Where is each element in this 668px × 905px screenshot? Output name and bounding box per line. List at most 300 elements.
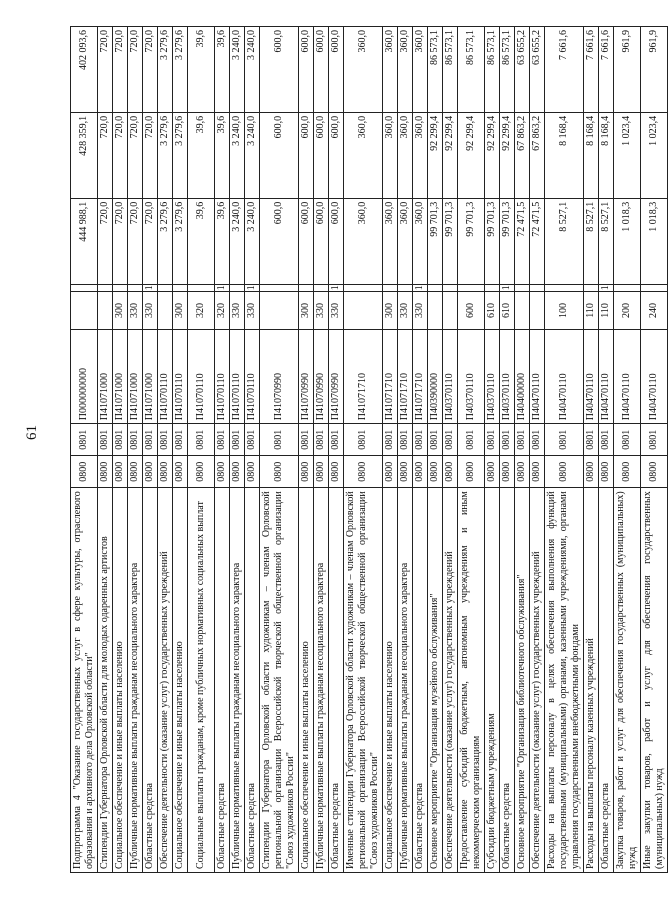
row-funding-mark — [584, 284, 599, 291]
row-expense-type — [98, 291, 113, 329]
row-description: Социальные выплаты гражданам, кроме публичных нормативных социальных выплат — [188, 488, 215, 873]
table-row — [500, 27, 515, 873]
row-target-article: П41071710 — [344, 330, 383, 424]
row-amount-year-2: 39,6 — [188, 112, 215, 198]
row-section-code: 0800 — [128, 456, 143, 488]
row-target-article: П41070110 — [188, 330, 215, 424]
row-target-article: П40470110 — [545, 330, 584, 424]
row-subsection-code: 0801 — [314, 424, 329, 456]
row-funding-mark — [260, 284, 299, 291]
row-funding-mark — [98, 284, 113, 291]
row-description: Областные средства — [143, 488, 158, 873]
row-description: Основное мероприятие "Организация библиотечного обслуживания" — [515, 488, 530, 873]
row-expense-type: 330 — [413, 291, 428, 329]
row-amount-year-1: 600,0 — [329, 198, 344, 284]
row-funding-mark: 1 — [500, 284, 515, 291]
row-subsection-code: 0801 — [230, 424, 245, 456]
row-section-code: 0800 — [215, 456, 230, 488]
row-funding-mark: 1 — [245, 284, 260, 291]
row-funding-mark — [641, 284, 668, 291]
table-row — [344, 27, 383, 873]
row-subsection-code: 0801 — [599, 424, 614, 456]
row-amount-year-3: 360,0 — [383, 27, 398, 113]
row-subsection-code: 0801 — [398, 424, 413, 456]
row-amount-year-3: 600,0 — [314, 27, 329, 113]
row-expense-type: 320 — [215, 291, 230, 329]
row-target-article: П41070110 — [215, 330, 230, 424]
row-section-code: 0800 — [458, 456, 485, 488]
row-amount-year-1: 600,0 — [260, 198, 299, 284]
row-amount-year-2: 720,0 — [98, 112, 113, 198]
row-amount-year-1: 3 279,6 — [173, 198, 188, 284]
row-amount-year-2: 67 863,2 — [530, 112, 545, 198]
row-amount-year-1: 1 018,3 — [641, 198, 668, 284]
row-expense-type — [443, 291, 458, 329]
row-amount-year-1: 3 240,0 — [230, 198, 245, 284]
row-funding-mark — [398, 284, 413, 291]
row-amount-year-2: 92 299,4 — [443, 112, 458, 198]
row-subsection-code: 0801 — [584, 424, 599, 456]
row-section-code: 0800 — [614, 456, 641, 488]
row-description: Областные средства — [500, 488, 515, 873]
row-funding-mark: 1 — [413, 284, 428, 291]
row-expense-type — [344, 291, 383, 329]
row-expense-type: 110 — [599, 291, 614, 329]
row-subsection-code: 0801 — [299, 424, 314, 456]
table-row — [143, 27, 158, 873]
row-section-code: 0800 — [113, 456, 128, 488]
row-amount-year-1: 99 701,3 — [443, 198, 458, 284]
row-expense-type: 300 — [383, 291, 398, 329]
row-expense-type: 300 — [299, 291, 314, 329]
row-amount-year-3: 7 661,6 — [599, 27, 614, 113]
row-target-article: П40470110 — [599, 330, 614, 424]
row-subsection-code: 0801 — [329, 424, 344, 456]
row-funding-mark — [485, 284, 500, 291]
row-description: Социальное обеспечение и иные выплаты населению — [383, 488, 398, 873]
table-row — [98, 27, 113, 873]
row-section-code: 0800 — [641, 456, 668, 488]
row-amount-year-2: 3 279,6 — [173, 112, 188, 198]
row-expense-type: 300 — [113, 291, 128, 329]
row-amount-year-3: 63 655,2 — [530, 27, 545, 113]
row-expense-type — [71, 291, 98, 329]
row-amount-year-2: 3 279,6 — [158, 112, 173, 198]
table-row — [485, 27, 500, 873]
row-subsection-code: 0801 — [173, 424, 188, 456]
row-description: Областные средства — [245, 488, 260, 873]
row-amount-year-1: 720,0 — [98, 198, 113, 284]
row-description: Закупка товаров, работ и услуг для обеспечения государственных (муниципальных) нужд — [614, 488, 641, 873]
row-amount-year-3: 86 573,1 — [500, 27, 515, 113]
row-subsection-code: 0801 — [413, 424, 428, 456]
table-row — [443, 27, 458, 873]
row-expense-type: 320 — [188, 291, 215, 329]
row-section-code: 0800 — [314, 456, 329, 488]
row-amount-year-2: 428 359,1 — [71, 112, 98, 198]
row-description: Социальное обеспечение и иные выплаты населению — [113, 488, 128, 873]
row-description: Обеспечение деятельности (оказание услуг) государственных учреждений — [158, 488, 173, 873]
row-target-article: П41070990 — [299, 330, 314, 424]
row-amount-year-1: 99 701,3 — [428, 198, 443, 284]
row-funding-mark — [173, 284, 188, 291]
row-expense-type: 600 — [458, 291, 485, 329]
table-row — [245, 27, 260, 873]
row-amount-year-3: 720,0 — [128, 27, 143, 113]
row-amount-year-1: 3 279,6 — [158, 198, 173, 284]
row-target-article: П40390000 — [428, 330, 443, 424]
table-row — [128, 27, 143, 873]
row-description: Областные средства — [329, 488, 344, 873]
row-amount-year-2: 600,0 — [299, 112, 314, 198]
row-subsection-code: 0801 — [500, 424, 515, 456]
row-amount-year-1: 1 018,3 — [614, 198, 641, 284]
row-target-article: П41071000 — [128, 330, 143, 424]
row-funding-mark: 1 — [215, 284, 230, 291]
row-expense-type — [515, 291, 530, 329]
row-funding-mark — [428, 284, 443, 291]
row-subsection-code: 0801 — [641, 424, 668, 456]
row-amount-year-3: 360,0 — [398, 27, 413, 113]
row-amount-year-2: 600,0 — [260, 112, 299, 198]
row-description: Областные средства — [413, 488, 428, 873]
row-target-article: П41070990 — [329, 330, 344, 424]
row-amount-year-2: 720,0 — [113, 112, 128, 198]
table-row — [545, 27, 584, 873]
row-expense-type: 330 — [128, 291, 143, 329]
row-description: Публичные нормативные выплаты гражданам несоциального характера — [230, 488, 245, 873]
row-target-article: П40470110 — [614, 330, 641, 424]
row-target-article: П41071000 — [143, 330, 158, 424]
row-expense-type: 330 — [314, 291, 329, 329]
row-section-code: 0800 — [329, 456, 344, 488]
row-amount-year-3: 3 279,6 — [158, 27, 173, 113]
row-target-article: П41070110 — [230, 330, 245, 424]
row-amount-year-3: 7 661,6 — [584, 27, 599, 113]
row-description: Стипендии Губернатора Орловской области художникам – членам Орловской региональной организации Всероссийской творческой общественной организации "Союз художников России" — [260, 488, 299, 873]
row-subsection-code: 0801 — [188, 424, 215, 456]
table-row — [173, 27, 188, 873]
row-target-article: П41071710 — [413, 330, 428, 424]
row-amount-year-3: 402 093,6 — [71, 27, 98, 113]
row-expense-type — [260, 291, 299, 329]
row-amount-year-2: 92 299,4 — [500, 112, 515, 198]
row-amount-year-1: 39,6 — [215, 198, 230, 284]
row-funding-mark — [188, 284, 215, 291]
row-description: Стипендии Губернатора Орловской области для молодых одаренных артистов — [98, 488, 113, 873]
row-expense-type — [428, 291, 443, 329]
row-section-code: 0800 — [230, 456, 245, 488]
row-section-code: 0800 — [344, 456, 383, 488]
row-amount-year-2: 1 023,4 — [614, 112, 641, 198]
row-section-code: 0800 — [398, 456, 413, 488]
row-funding-mark — [299, 284, 314, 291]
row-amount-year-2: 1 023,4 — [641, 112, 668, 198]
row-section-code: 0800 — [500, 456, 515, 488]
row-subsection-code: 0801 — [344, 424, 383, 456]
row-target-article: П40400000 — [515, 330, 530, 424]
row-subsection-code: 0801 — [98, 424, 113, 456]
row-funding-mark: 1 — [329, 284, 344, 291]
row-amount-year-1: 72 471,5 — [515, 198, 530, 284]
row-description: Областные средства — [599, 488, 614, 873]
row-amount-year-3: 600,0 — [329, 27, 344, 113]
row-amount-year-3: 961,9 — [614, 27, 641, 113]
row-target-article: П41070990 — [260, 330, 299, 424]
row-subsection-code: 0801 — [545, 424, 584, 456]
row-amount-year-1: 720,0 — [143, 198, 158, 284]
row-subsection-code: 0801 — [158, 424, 173, 456]
row-amount-year-2: 360,0 — [398, 112, 413, 198]
row-section-code: 0800 — [245, 456, 260, 488]
table-row — [428, 27, 443, 873]
row-amount-year-1: 360,0 — [344, 198, 383, 284]
row-amount-year-1: 99 701,3 — [458, 198, 485, 284]
table-row — [71, 27, 98, 873]
row-description: Расходы на выплаты персоналу казенных учреждений — [584, 488, 599, 873]
row-section-code: 0800 — [188, 456, 215, 488]
row-description: Основное мероприятие "Организация музейного обслуживания" — [428, 488, 443, 873]
row-expense-type: 330 — [398, 291, 413, 329]
row-amount-year-2: 8 168,4 — [599, 112, 614, 198]
budget-table-body — [71, 27, 668, 873]
row-amount-year-1: 720,0 — [113, 198, 128, 284]
row-section-code: 0800 — [158, 456, 173, 488]
row-expense-type: 330 — [143, 291, 158, 329]
page-number: 61 — [24, 425, 40, 440]
row-expense-type: 300 — [173, 291, 188, 329]
row-amount-year-1: 360,0 — [383, 198, 398, 284]
row-section-code: 0800 — [545, 456, 584, 488]
row-amount-year-2: 8 168,4 — [584, 112, 599, 198]
row-target-article: П40370110 — [500, 330, 515, 424]
row-amount-year-2: 360,0 — [413, 112, 428, 198]
budget-table — [70, 26, 668, 873]
row-expense-type: 610 — [485, 291, 500, 329]
row-funding-mark — [71, 284, 98, 291]
row-subsection-code: 0801 — [143, 424, 158, 456]
row-section-code: 0800 — [599, 456, 614, 488]
row-funding-mark — [344, 284, 383, 291]
row-amount-year-3: 3 240,0 — [245, 27, 260, 113]
row-amount-year-1: 360,0 — [413, 198, 428, 284]
table-row — [188, 27, 215, 873]
row-expense-type — [158, 291, 173, 329]
table-row — [260, 27, 299, 873]
row-section-code: 0800 — [584, 456, 599, 488]
row-subsection-code: 0801 — [245, 424, 260, 456]
row-amount-year-3: 7 661,6 — [545, 27, 584, 113]
row-section-code: 0800 — [383, 456, 398, 488]
row-section-code: 0800 — [485, 456, 500, 488]
row-amount-year-3: 39,6 — [215, 27, 230, 113]
row-amount-year-2: 360,0 — [344, 112, 383, 198]
row-expense-type: 100 — [545, 291, 584, 329]
row-amount-year-3: 360,0 — [413, 27, 428, 113]
budget-table-rotated — [70, 26, 668, 873]
table-row — [515, 27, 530, 873]
row-amount-year-2: 600,0 — [329, 112, 344, 198]
row-target-article: П40370110 — [458, 330, 485, 424]
row-description: Публичные нормативные выплаты гражданам несоциального характера — [398, 488, 413, 873]
row-amount-year-3: 600,0 — [260, 27, 299, 113]
row-section-code: 0800 — [143, 456, 158, 488]
row-funding-mark: 1 — [143, 284, 158, 291]
row-expense-type: 330 — [230, 291, 245, 329]
row-description: Публичные нормативные выплаты гражданам несоциального характера — [314, 488, 329, 873]
row-amount-year-1: 99 701,3 — [485, 198, 500, 284]
table-row — [599, 27, 614, 873]
row-amount-year-2: 92 299,4 — [458, 112, 485, 198]
row-amount-year-2: 92 299,4 — [428, 112, 443, 198]
row-subsection-code: 0801 — [530, 424, 545, 456]
row-funding-mark — [458, 284, 485, 291]
row-target-article: П000000000 — [71, 330, 98, 424]
row-funding-mark — [515, 284, 530, 291]
table-row — [530, 27, 545, 873]
row-description: Иные закупки товаров, работ и услуг для обеспечения государственных (муниципальных) нужд — [641, 488, 668, 873]
row-description: Публичные нормативные выплаты гражданам несоциального характера — [128, 488, 143, 873]
row-expense-type: 200 — [614, 291, 641, 329]
row-amount-year-2: 360,0 — [383, 112, 398, 198]
row-section-code: 0800 — [515, 456, 530, 488]
row-funding-mark — [158, 284, 173, 291]
row-subsection-code: 0801 — [614, 424, 641, 456]
row-section-code: 0800 — [443, 456, 458, 488]
row-subsection-code: 0801 — [383, 424, 398, 456]
row-subsection-code: 0801 — [443, 424, 458, 456]
row-subsection-code: 0801 — [215, 424, 230, 456]
row-description: Предоставление субсидий бюджетным, автономным учреждениям и иным некоммерческим организациям — [458, 488, 485, 873]
row-amount-year-1: 99 701,3 — [500, 198, 515, 284]
row-expense-type — [530, 291, 545, 329]
row-amount-year-1: 8 527,1 — [599, 198, 614, 284]
row-description: Обеспечение деятельности (оказание услуг) государственных учреждений — [443, 488, 458, 873]
row-amount-year-2: 720,0 — [128, 112, 143, 198]
row-funding-mark — [530, 284, 545, 291]
table-row — [641, 27, 668, 873]
row-amount-year-1: 39,6 — [188, 198, 215, 284]
table-row — [215, 27, 230, 873]
row-amount-year-3: 86 573,1 — [485, 27, 500, 113]
row-subsection-code: 0801 — [71, 424, 98, 456]
row-amount-year-3: 3 279,6 — [173, 27, 188, 113]
row-section-code: 0800 — [413, 456, 428, 488]
row-amount-year-3: 720,0 — [143, 27, 158, 113]
row-description: Областные средства — [215, 488, 230, 873]
row-subsection-code: 0801 — [458, 424, 485, 456]
row-description: Субсидии бюджетным учреждениям — [485, 488, 500, 873]
row-target-article: П41071710 — [398, 330, 413, 424]
table-row — [584, 27, 599, 873]
row-amount-year-2: 39,6 — [215, 112, 230, 198]
row-expense-type: 330 — [329, 291, 344, 329]
row-target-article: П41071710 — [383, 330, 398, 424]
row-section-code: 0800 — [530, 456, 545, 488]
table-row — [413, 27, 428, 873]
row-expense-type: 110 — [584, 291, 599, 329]
row-amount-year-1: 720,0 — [128, 198, 143, 284]
row-funding-mark — [443, 284, 458, 291]
row-target-article: П41070110 — [173, 330, 188, 424]
row-amount-year-3: 39,6 — [188, 27, 215, 113]
row-amount-year-2: 600,0 — [314, 112, 329, 198]
row-target-article: П40370110 — [443, 330, 458, 424]
row-funding-mark — [383, 284, 398, 291]
row-amount-year-1: 8 527,1 — [584, 198, 599, 284]
row-expense-type: 240 — [641, 291, 668, 329]
row-subsection-code: 0801 — [260, 424, 299, 456]
row-description: Социальное обеспечение и иные выплаты населению — [173, 488, 188, 873]
row-description: Расходы на выплаты персоналу в целях обеспечения выполнения функций государственными (муниципальными) органами, казенными учреждениями, органами управления государственными внебюджетными фондами — [545, 488, 584, 873]
row-target-article: П41070990 — [314, 330, 329, 424]
table-row — [314, 27, 329, 873]
row-section-code: 0800 — [428, 456, 443, 488]
row-expense-type: 330 — [245, 291, 260, 329]
row-target-article: П41070110 — [158, 330, 173, 424]
row-funding-mark — [545, 284, 584, 291]
row-amount-year-3: 360,0 — [344, 27, 383, 113]
table-row — [230, 27, 245, 873]
row-amount-year-3: 961,9 — [641, 27, 668, 113]
row-section-code: 0800 — [173, 456, 188, 488]
row-amount-year-1: 444 988,1 — [71, 198, 98, 284]
row-funding-mark — [113, 284, 128, 291]
row-section-code: 0800 — [98, 456, 113, 488]
row-target-article: П40470110 — [530, 330, 545, 424]
row-target-article: П41071000 — [113, 330, 128, 424]
row-amount-year-2: 8 168,4 — [545, 112, 584, 198]
row-amount-year-3: 86 573,1 — [428, 27, 443, 113]
row-section-code: 0800 — [71, 456, 98, 488]
table-row — [299, 27, 314, 873]
table-row — [158, 27, 173, 873]
row-amount-year-1: 72 471,5 — [530, 198, 545, 284]
table-row — [113, 27, 128, 873]
row-funding-mark — [128, 284, 143, 291]
row-amount-year-2: 3 240,0 — [230, 112, 245, 198]
row-description: Социальное обеспечение и иные выплаты населению — [299, 488, 314, 873]
table-row — [458, 27, 485, 873]
row-amount-year-1: 600,0 — [314, 198, 329, 284]
row-amount-year-1: 3 240,0 — [245, 198, 260, 284]
row-target-article: П41071000 — [98, 330, 113, 424]
table-row — [383, 27, 398, 873]
row-target-article: П40470110 — [584, 330, 599, 424]
row-subsection-code: 0801 — [515, 424, 530, 456]
row-funding-mark — [230, 284, 245, 291]
table-row — [398, 27, 413, 873]
row-amount-year-3: 63 655,2 — [515, 27, 530, 113]
row-amount-year-2: 92 299,4 — [485, 112, 500, 198]
table-row — [614, 27, 641, 873]
row-subsection-code: 0801 — [128, 424, 143, 456]
table-row — [329, 27, 344, 873]
row-amount-year-2: 3 240,0 — [245, 112, 260, 198]
row-section-code: 0800 — [260, 456, 299, 488]
row-expense-type: 610 — [500, 291, 515, 329]
row-section-code: 0800 — [299, 456, 314, 488]
row-amount-year-3: 3 240,0 — [230, 27, 245, 113]
row-funding-mark — [614, 284, 641, 291]
row-amount-year-1: 8 527,1 — [545, 198, 584, 284]
row-amount-year-1: 360,0 — [398, 198, 413, 284]
row-target-article: П40470110 — [641, 330, 668, 424]
row-subsection-code: 0801 — [485, 424, 500, 456]
row-amount-year-3: 720,0 — [113, 27, 128, 113]
row-subsection-code: 0801 — [428, 424, 443, 456]
row-amount-year-3: 86 573,1 — [443, 27, 458, 113]
